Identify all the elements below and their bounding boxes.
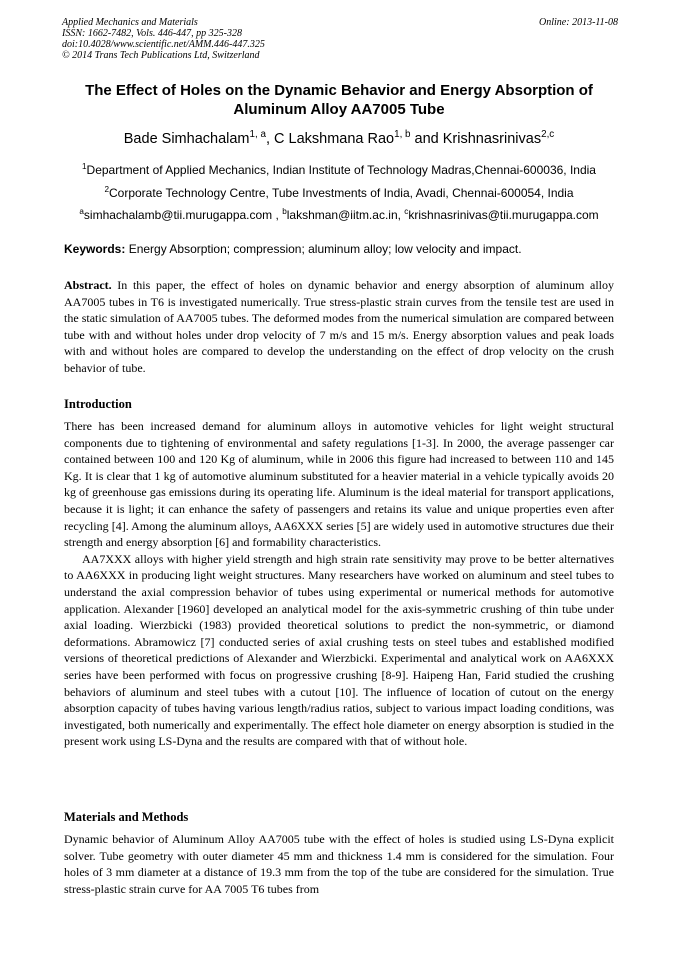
email-address: krishnasrinivas@tii.murugappa.com: [408, 208, 599, 222]
author-separator: and: [410, 131, 443, 147]
author-name: Krishnasrinivas: [442, 131, 542, 147]
methods-paragraph: Dynamic behavior of Aluminum Alloy AA7005 tube with the effect of holes is studied using LS-Dyna explicit solver. Tube geometry with outer diameter 45 mm and thickness 1.4 mm is considered for the simulation. Four holes of 3 mm diameter at a distance of 19.3 mm from the top of the tube are considered for the simulation. True stress-plastic strain curve for AA 7005 T6 tubes from: [64, 832, 614, 896]
author-separator: ,: [265, 131, 274, 147]
email-separator: ,: [397, 208, 405, 222]
email-superscript: b: [282, 207, 287, 216]
online-date: Online: 2013-11-08: [539, 17, 618, 28]
introduction-heading: Introduction: [64, 397, 132, 411]
journal-name: Applied Mechanics and Materials: [62, 17, 198, 28]
author-superscript: 1, b: [394, 129, 411, 141]
abstract-label: Abstract.: [64, 278, 112, 292]
introduction-paragraph: AA7XXX alloys with higher yield strength and high strain rate sensitivity may prove to be better alternatives to AA6XXX in producing light weight structures. Many researchers have worked on aluminum and steel tubes to understand the axial compression behavior of tubes using experimental or numerical methods for automotive application. Alexander [1960] developed an analytical model for the axis-symmetric crushing of thin tube under axial loading. Wierzbicki (1983) provided theoretical solutions to predict the non-symmetric, or diamond deformations. Abramowicz [7] conducted series of axial crushing tests on steel tubes and established modified versions of theoretical predictions of Alexander and Wierzbicki. Experimental and analytical work on AA6XXX series have been performed with focus on progressive crushing [8-9]. Haipeng Han, Farid studied the crushing behaviors of aluminum and steel tubes with a cutout [10]. The influence of location of cutout on the energy absorption capacity of tubes having various length/radius ratios, subject to various impact loading conditions, was investigated, both numerically and experimentally. The effect hole diameter on energy absorption is studied in the present work using LS-Dyna and the results are compared with that of without hole.: [64, 551, 614, 749]
author-superscript: 2,c: [541, 129, 555, 141]
affiliation-1: [30, 163, 648, 178]
abstract-text: In this paper, the effect of holes on dynamic behavior and energy absorption of aluminum alloy AA7005 tubes in T6 is investigated numerically. True stress-plastic strain curves from the tensile test are used in the static simulation of AA7005 tubes. The deformed modes from the numerical simulation are compared between tube with and without holes under drop velocity of 7 m/s and 15 m/s. Energy absorption values and peak loads with and without holes are compared to develop the understanding on the effect of drop velocity on the crush behavior of tube.: [64, 278, 614, 375]
email-superscript: c: [404, 207, 409, 216]
issn-line: ISSN: 1662-7482, Vols. 446-447, pp 325-328: [62, 28, 242, 39]
copyright-line: © 2014 Trans Tech Publications Ltd, Switzerland: [62, 50, 260, 61]
keywords-label: Keywords:: [64, 242, 126, 256]
affiliation-superscript: 2: [104, 185, 109, 194]
paper-title: The Effect of Holes on the Dynamic Behavior and Energy Absorption of Aluminum Alloy AA7005 Tube: [85, 82, 593, 118]
email-address: lakshman@iitm.ac.in: [286, 208, 398, 222]
keywords-text: Energy Absorption; compression; aluminum alloy; low velocity and impact.: [125, 242, 522, 256]
introduction-body: [64, 418, 614, 750]
author-name: C Lakshmana Rao: [274, 131, 395, 147]
author-list: [40, 130, 638, 148]
introduction-paragraph: There has been increased demand for aluminum alloys in automotive vehicles for light weight structural components due to tightening of environmental and safety regulations [1-3]. In 2000, the average passenger car contained between 100 and 120 Kg of aluminum, while in 2006 this figure had increased to between 110 and 145 Kg. It is clear that 1 kg of automotive aluminum substituted for a heavier material in a vehicle typically avoids 20 kg of greenhouse gas emissions during its operating life. Aluminum is the ideal material for transport applications, because it is light; it can enhance the safety of passengers and retains its value and unique properties even after recycling [4]. Among the aluminum alloys, AA6XXX series [5] are widely used in automotive structures due their strength and energy absorption [6] and formability characteristics.: [64, 419, 614, 550]
email-separator: ,: [272, 208, 283, 222]
email-superscript: a: [79, 207, 84, 216]
abstract-paragraph: [64, 277, 614, 377]
journal-header: [62, 17, 618, 61]
affiliation-text: Department of Applied Mechanics, Indian Institute of Technology Madras,Chennai-600036, India: [86, 163, 596, 177]
author-superscript: 1, a: [249, 129, 266, 141]
affiliation-text: Corporate Technology Centre, Tube Investments of India, Avadi, Chennai-600054, India: [109, 186, 574, 200]
affiliation-2: [30, 186, 648, 201]
email-address: simhachalamb@tii.murugappa.com: [83, 208, 273, 222]
doi-line: doi:10.4028/www.scientific.net/AMM.446-447.325: [62, 39, 265, 50]
email-line: [30, 208, 648, 223]
methods-heading: Materials and Methods: [64, 810, 189, 824]
keywords: [64, 242, 624, 257]
affiliation-superscript: 1: [82, 162, 87, 171]
methods-body: [64, 831, 614, 897]
author-name: Bade Simhachalam: [123, 131, 250, 147]
abstract: [64, 277, 614, 377]
